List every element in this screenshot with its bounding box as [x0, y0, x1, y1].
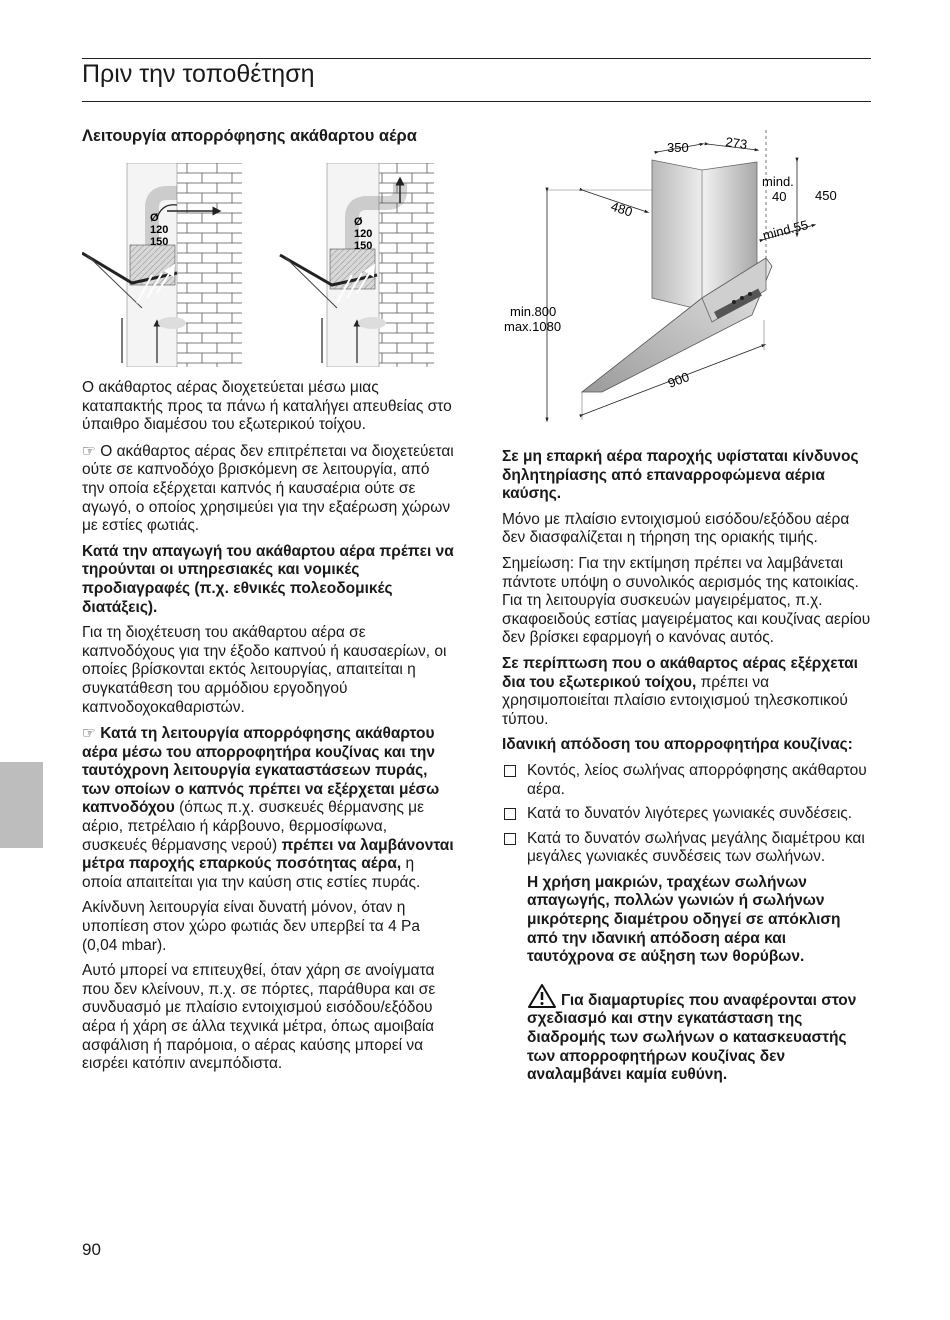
- dim-350-label: 350: [667, 140, 689, 155]
- liability-warning-text: Για διαμαρτυρίες που αναφέρονται στον σχεδιασμό και στην εγκατάσταση της διαδρομής των σωλήνων ο κατασκευαστής των απορροφητήρων κουζίνας δεν αναλαμβάνει καμία ευθύνη.: [527, 991, 857, 1084]
- left-pipe-phi: Ø: [150, 212, 159, 224]
- dim-273-label: 273: [724, 134, 749, 152]
- dim-min800-label: min.800: [510, 304, 557, 319]
- right-pipe-phi: Ø: [354, 216, 363, 228]
- header-bottom-rule: [82, 101, 871, 102]
- page-number: 90: [82, 1240, 101, 1259]
- checkbox-icon: [504, 833, 516, 845]
- dim-900-label: 900: [665, 369, 692, 391]
- side-tab-marker: [0, 762, 43, 848]
- hood-dimension-diagram: [502, 130, 872, 430]
- combustion-bold-2: πρέπει να λαμβάνονται μέτρα παροχής επαρκούς ποσότητας αέρα,: [82, 836, 454, 873]
- paragraph-chimney-warning: [82, 442, 454, 536]
- warning-triangle-icon: [527, 983, 557, 1009]
- ideal-performance-list: [502, 762, 874, 867]
- dim-40-label: 40: [772, 189, 787, 204]
- dim-max1080-label: max.1080: [504, 319, 562, 334]
- right-pipe-150: 150: [354, 240, 373, 252]
- right-pipe-120: 120: [354, 228, 373, 240]
- left-pipe-150: 150: [150, 236, 169, 248]
- combustion-bold-1: Κατά τη λειτουργία απορρόφησης ακάθαρτου αέρα μέσω του απορροφητήρα κουζίνας και την ταυτόχρονη λειτουργία εγκαταστάσεων πυράς, των οποίων ο καπνός πρέπει να εξέρχεται μέσω καπνοδόχου: [82, 725, 440, 817]
- exhaust-air-diagram: [82, 163, 434, 367]
- checkbox-icon: [504, 808, 516, 820]
- list-item: [502, 762, 874, 799]
- paragraph-wall-box: Μόνο με πλαίσιο εντοιχισμού εισόδου/εξόδου αέρα δεν διασφαλίζεται η τήρηση της οριακής τιμής.: [502, 510, 850, 547]
- paragraph-note: Σημείωση: Για την εκτίμηση πρέπει να λαμβάνεται πάντοτε υπόψη ο συνολικός αερισμός της κατοικίας. Για τη λειτουργία συσκευών μαγειρέματος, π.χ. σκαφοειδούς εστίας μαγειρέματος και κουζίνας αερίου δεν βρίσκει εφαρμογή ο κανόνας αυτός.: [502, 554, 871, 647]
- right-column: [502, 448, 874, 1092]
- paragraph-openings: Αυτό μπορεί να επιτευχθεί, όταν χάρη σε ανοίγματα που δεν κλείνουν, π.χ. σε πόρτες, παράθυρα και σε συνδυασμό με πλαίσιο εντοιχισμού εισόδου/εξόδου αέρα ή χάρη σε άλλα τεχνικά μέτρα, όπως αμοιβαία ασφάλιση ή παρόμοια, ο αέρας καύσης μπορεί να εισρέει κατόπιν ανεμπόδιστα.: [82, 962, 436, 1073]
- exhaust-air-illustration: [82, 163, 434, 367]
- pointing-hand-icon-2: ☞: [82, 724, 96, 743]
- external-wall-normal: πρέπει να χρησιμοποιείται πλαίσιο εντοιχισμού τηλεσκοπικού τύπου.: [502, 673, 848, 728]
- paragraph-poisoning-risk: Σε μη επαρκή αέρα παροχής υφίσταται κίνδυνος δηλητηρίασης από επαναρροφώμενα αέρια καύσης.: [502, 448, 859, 503]
- paragraph-combustion-air: [82, 724, 454, 892]
- left-pipe-120: 120: [150, 224, 169, 236]
- paragraph-exhaust-routing: Ο ακάθαρτος αέρας διοχετεύεται μέσω μιας καταπακτής προς τα πάνω ή καταλήγει απευθείας στο ύπαιθρο διαμέσου του εξωτερικού τοίχου.: [82, 379, 452, 434]
- list-item: [502, 830, 874, 867]
- list-item-text: Κατά το δυνατόν σωλήνας μεγάλης διαμέτρου και μεγάλες γωνιακές συνδέσεις των σωλήνων.: [527, 829, 865, 866]
- combustion-normal-2: η οποία απαιτείται για την καύση στις εστίες πυράς.: [82, 855, 421, 891]
- list-item-text: Κατά το δυνατόν λιγότερες γωνιακές συνδέσεις.: [527, 805, 853, 823]
- paragraph-chimney-consent: Για τη διοχέτευση του ακάθαρτου αέρα σε καπνοδόχους για την έξοδο καπνού ή καυσαερίων, οι οποίες βρίσκονται εκτός λειτουργίας, απαιτείται η συγκατάθεση του αρμόδιου εργοδηγού καπνοδοχοκαθαριστών.: [82, 624, 447, 716]
- dim-480-label: 480: [609, 198, 635, 220]
- paragraph-external-wall: [502, 655, 874, 729]
- dim-mind40-label: mind.: [762, 174, 794, 189]
- left-column: [82, 125, 454, 1081]
- page-title: Πριν την τοποθέτηση: [82, 60, 315, 88]
- paragraph-regulations: Κατά την απαγωγή του ακάθαρτου αέρα πρέπει να τηρούνται οι υπηρεσιακές και νομικές προδιαγραφές (π.χ. εθνικές πολεοδομικές διατάξεις).: [82, 542, 454, 616]
- chimney-warning-text: Ο ακάθαρτος αέρας δεν επιτρέπεται να διοχετεύεται ούτε σε καπνοδόχο βρισκόμενη σε λειτουργία, από την οποία εξέρχεται καπνός ή καυσαέρια ούτε σε αγωγό, ο οποίος χρησιμεύει για την εξαέρωση χώρων με εστίες φωτιάς.: [82, 442, 454, 535]
- dim-450-label: 450: [815, 188, 837, 203]
- dim-mind55-label: mind.55: [761, 217, 810, 243]
- paragraph-liability-warning: [502, 983, 874, 1085]
- checkbox-icon: [504, 765, 516, 777]
- list-item: [502, 805, 874, 824]
- hood-dimension-illustration: [502, 130, 872, 430]
- header-top-rule: [82, 58, 871, 59]
- pointing-hand-icon: ☞: [82, 441, 96, 460]
- list-item-text: Κοντός, λείος σωλήνας απορρόφησης ακάθαρτου αέρα.: [527, 761, 867, 798]
- external-wall-bold: Σε περίπτωση που ο ακάθαρτος αέρας εξέρχεται δια του εξωτερικού τοίχου,: [502, 654, 858, 691]
- paragraph-ideal-performance: Ιδανική απόδοση του απορροφητήρα κουζίνας:: [502, 736, 853, 754]
- paragraph-pressure-limit: Ακίνδυνη λειτουργία είναι δυνατή μόνον, όταν η υποπίεση στον χώρο φωτιάς δεν υπερβεί τα 4 Pa (0,04 mbar).: [82, 899, 420, 954]
- combustion-normal-1: (όπως π.χ. συσκευές θέρμανσης με αέριο, πετρέλαιο ή κάρβουνο, θερμοσίφωνα, συσκευές θέρμανσης νερού): [82, 799, 424, 854]
- paragraph-pipe-warning: Η χρήση μακριών, τραχέων σωλήνων απαγωγής, πολλών γωνιών ή σωλήνων μικρότερης διαμέτρου οδηγεί σε απόκλιση από την ιδανική απόδοση αέρα και ταυτόχρονα σε αύξηση των θορύβων.: [527, 873, 841, 966]
- section-heading: Λειτουργία απορρόφησης ακάθαρτου αέρα: [82, 127, 417, 145]
